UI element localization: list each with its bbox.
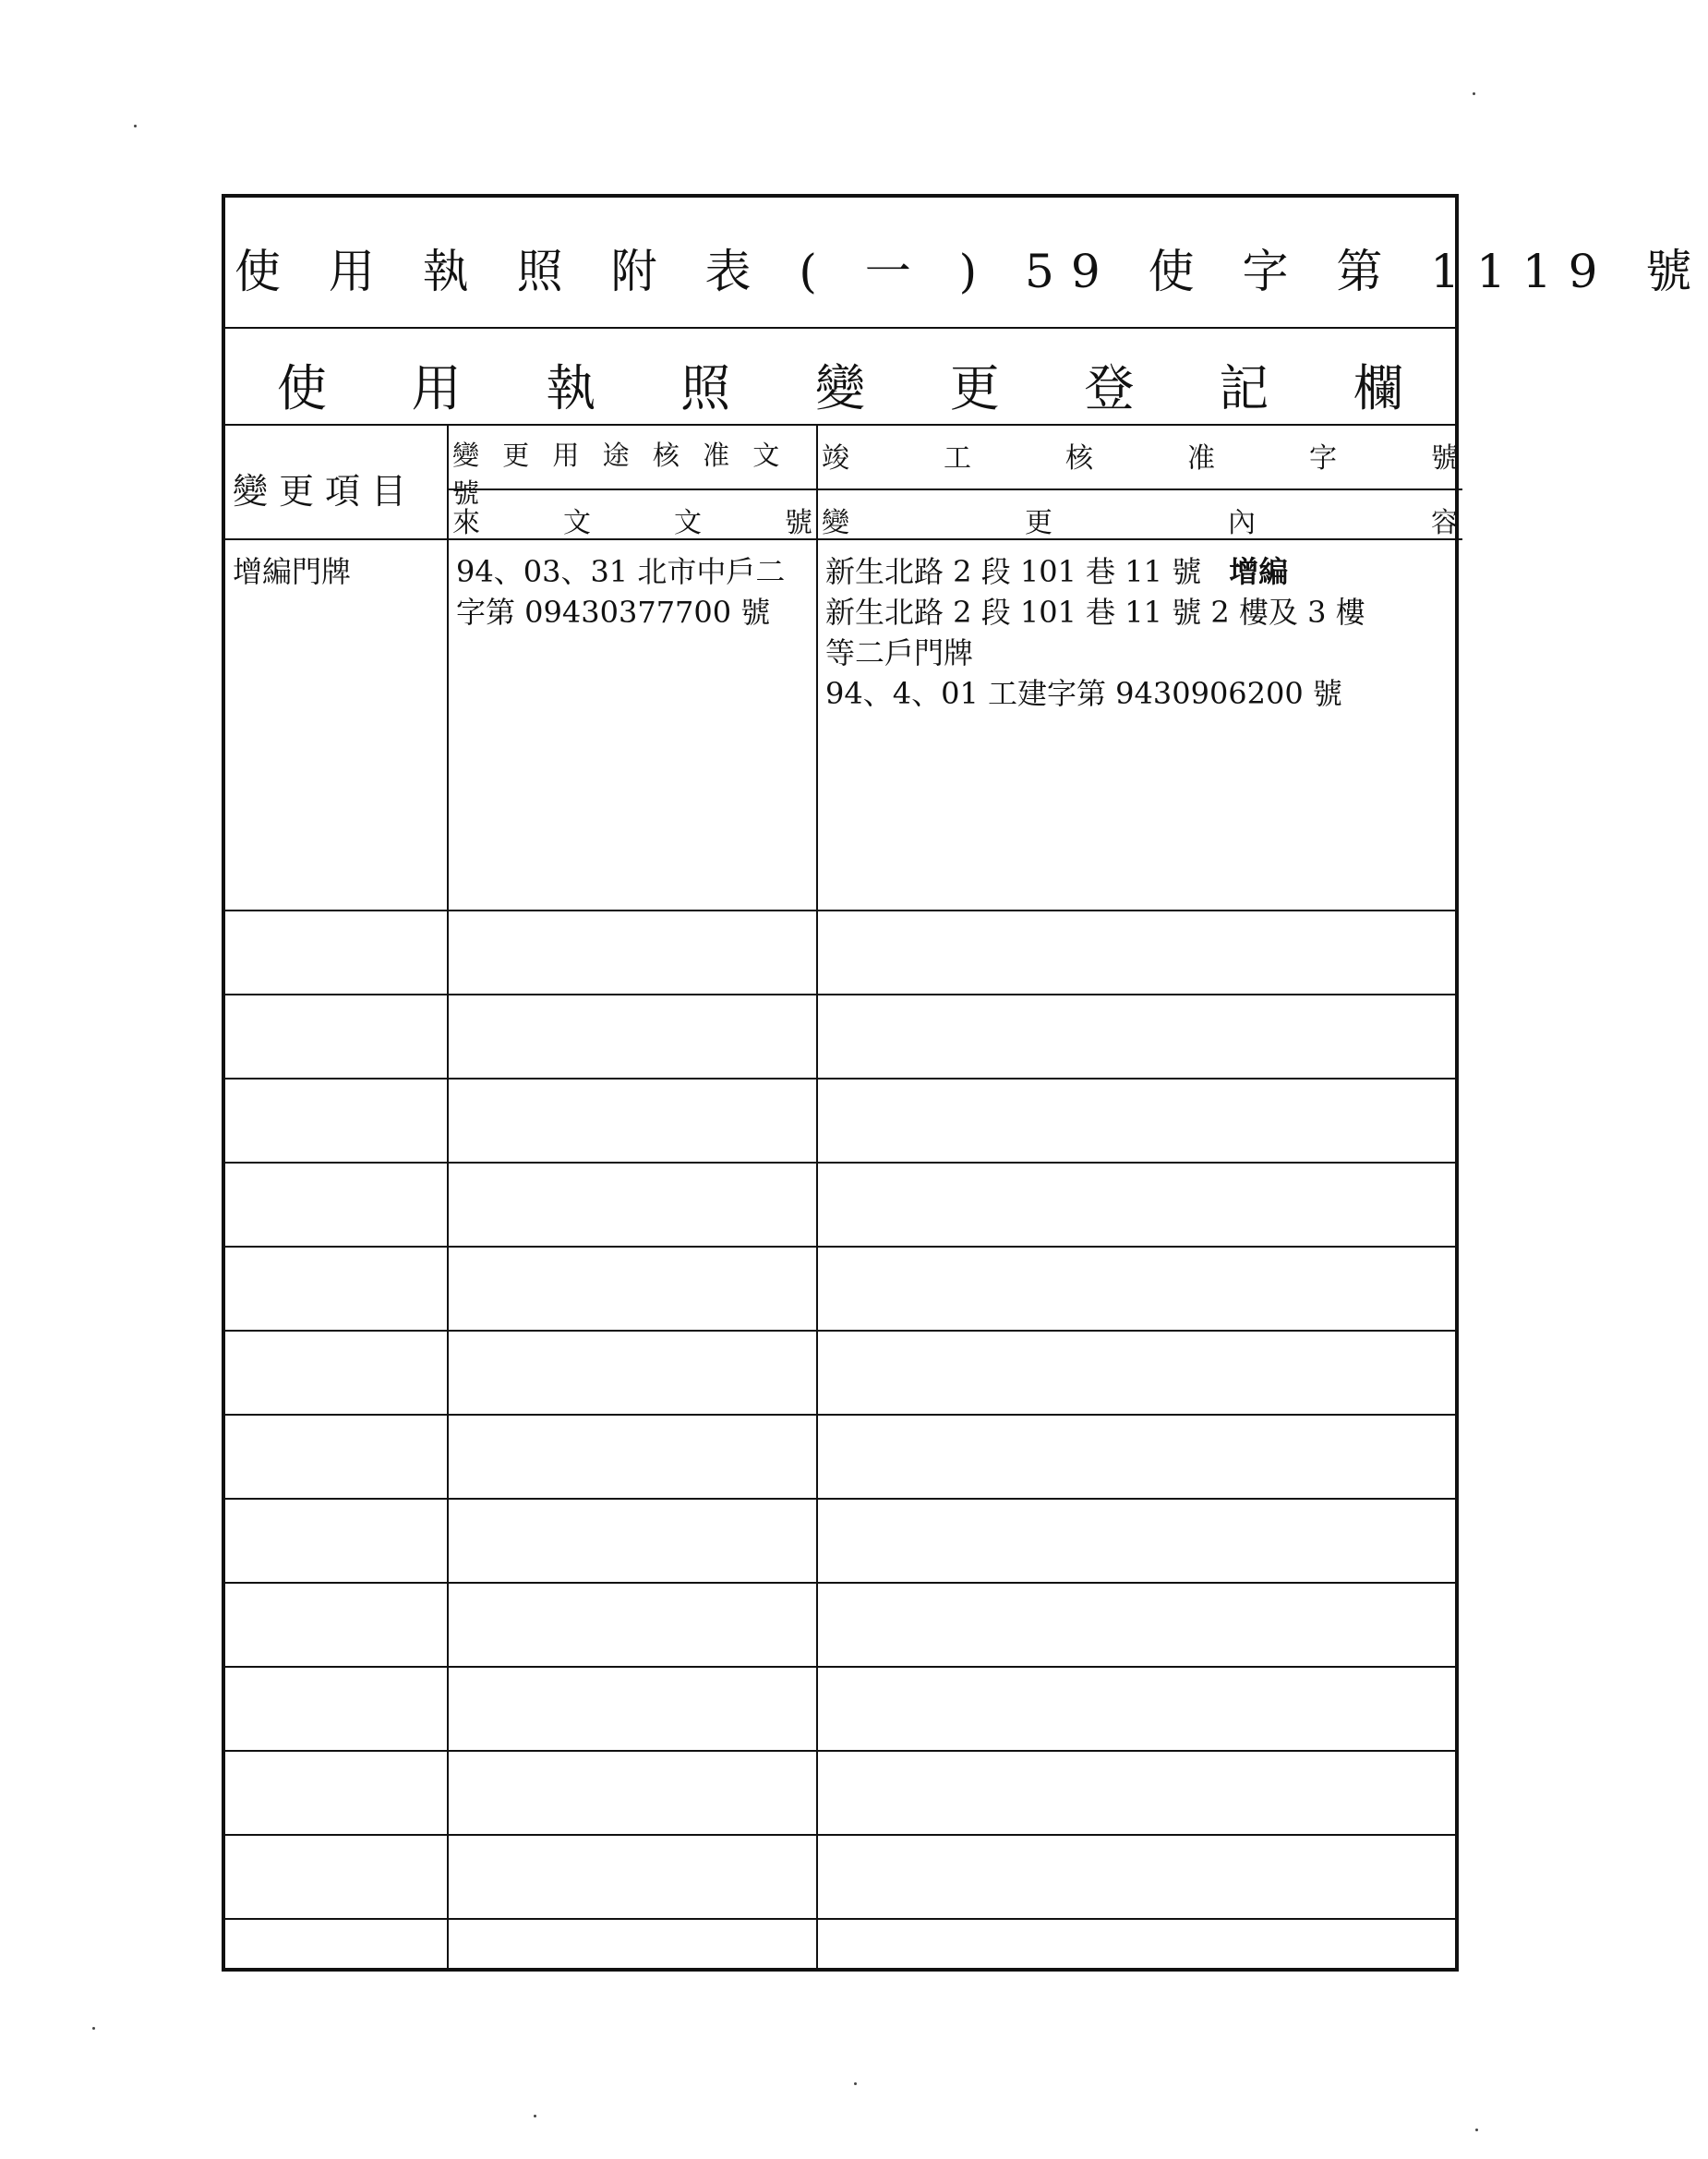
subtitle-row (225, 329, 1455, 426)
subtitle-char: 使 (276, 359, 327, 417)
row-doc-line: 字第 09430377700 號 (456, 595, 771, 630)
table-row-empty (225, 1836, 1455, 1920)
table-row-empty (225, 1164, 1455, 1248)
subtitle-char: 照 (680, 359, 731, 417)
header-char: 文 (563, 507, 591, 539)
subtitle-char: 更 (949, 359, 1000, 417)
subtitle-char: 用 (411, 359, 462, 417)
header-change-item: 變更項目 (225, 426, 449, 540)
header-char: 內 (1228, 507, 1256, 539)
title-row (225, 198, 1708, 329)
header-char: 變 (822, 507, 849, 539)
row-item: 增編門牌 (233, 554, 352, 589)
table-row-empty (225, 1668, 1455, 1752)
row-content-line (825, 551, 1288, 592)
table-row-empty (225, 1584, 1455, 1668)
header-char: 字 (1309, 442, 1337, 475)
scan-speck (1473, 92, 1475, 95)
header-char: 號 (1431, 442, 1459, 475)
scan-speck (1475, 2129, 1478, 2131)
header-char: 核 (1065, 442, 1093, 475)
subtitle-char: 欄 (1353, 359, 1403, 417)
row-content-line: 94、4、01 工建字第 9430906200 號 (825, 676, 1342, 711)
form-title: 使 用 執 照 附 表 ( 一 ) 59 使 字 第 1119 號 (235, 245, 1708, 298)
table-row-empty (225, 1752, 1455, 1836)
usage-permit-form (222, 194, 1708, 1972)
table-row-empty (225, 1080, 1455, 1164)
form-subtitle (235, 349, 1446, 420)
header-incoming-doc-no (449, 490, 818, 540)
row-content-line: 等二戶門牌 (825, 635, 974, 670)
header-change-content (818, 490, 1462, 540)
row-doc-line: 94、03、31 北市中戶二 (456, 554, 786, 589)
subtitle-char: 記 (1219, 359, 1269, 417)
header-char: 工 (944, 442, 971, 475)
table-row-empty (225, 995, 1455, 1080)
subtitle-char: 執 (546, 359, 596, 417)
table-row-empty (225, 1500, 1455, 1584)
header-completion-approval-no (818, 426, 1462, 490)
header-char: 更 (1025, 507, 1052, 539)
scan-speck (534, 2115, 536, 2117)
table-row (225, 540, 1455, 911)
table-row-empty (225, 1332, 1455, 1416)
content-address: 新生北路 2 段 101 巷 11 號 (825, 554, 1202, 589)
header-approval-doc-no: 變 更 用 途 核 准 文 號 (449, 426, 818, 490)
header-char: 號 (785, 507, 812, 539)
table-row-empty (225, 911, 1455, 995)
scan-speck (134, 125, 137, 127)
table-row-empty (225, 1920, 1455, 2004)
table-row-empty (225, 1248, 1455, 1332)
header-char: 來 (452, 507, 480, 539)
header-char: 容 (1431, 507, 1459, 539)
subtitle-char: 變 (814, 359, 865, 417)
row-content-line: 新生北路 2 段 101 巷 11 號 2 樓及 3 樓 (825, 595, 1365, 630)
header-char: 准 (1187, 442, 1215, 475)
header-char: 文 (674, 507, 702, 539)
header-char: 竣 (822, 442, 849, 475)
scan-speck (854, 2082, 857, 2085)
scan-speck (92, 2027, 95, 2030)
content-bold-mark: 增編 (1229, 554, 1289, 589)
table-row-empty (225, 1416, 1455, 1500)
subtitle-char: 登 (1084, 359, 1135, 417)
